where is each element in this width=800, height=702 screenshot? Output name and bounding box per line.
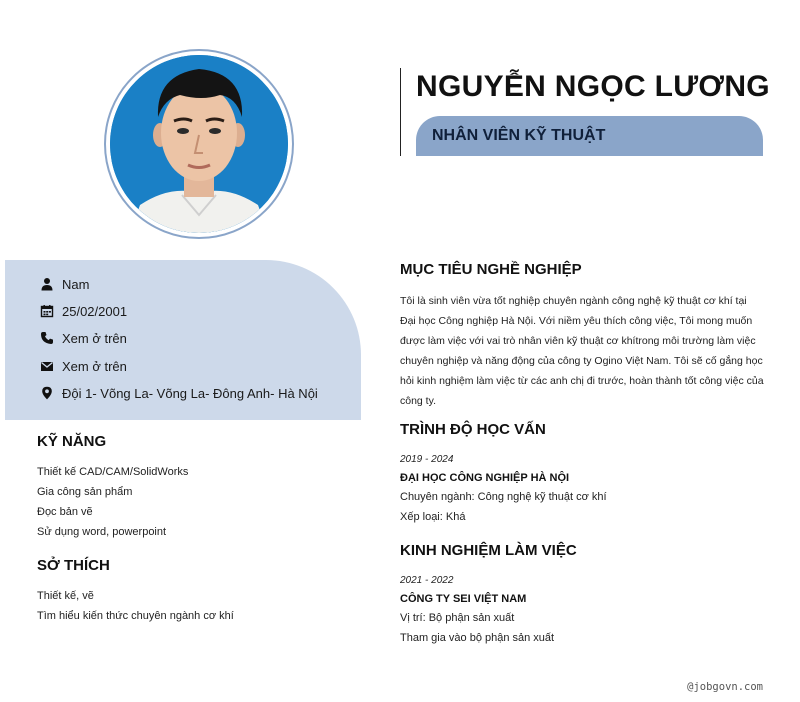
experience-period: 2021 - 2022 bbox=[400, 575, 454, 586]
info-dob: 25/02/2001 bbox=[40, 301, 127, 321]
education-grade: Xếp loại: Khá bbox=[400, 511, 466, 523]
experience-heading: KINH NGHIỆM LÀM VIỆC bbox=[400, 542, 577, 559]
experience-description: Tham gia vào bộ phận sản xuất bbox=[400, 632, 555, 644]
name-divider bbox=[400, 68, 401, 156]
hobby-item: Thiết kế, vẽ bbox=[37, 590, 94, 602]
location-pin-icon bbox=[40, 386, 54, 400]
education-period: 2019 - 2024 bbox=[400, 454, 454, 465]
skill-item: Gia công sản phẩm bbox=[37, 486, 133, 498]
email-icon bbox=[40, 359, 54, 373]
skill-item: Sử dụng word, powerpoint bbox=[37, 526, 167, 538]
hobbies-heading: SỞ THÍCH bbox=[37, 557, 110, 574]
objective-heading: MỤC TIÊU NGHỀ NGHIỆP bbox=[400, 261, 582, 278]
skill-item: Đọc bản vẽ bbox=[37, 506, 93, 518]
phone-icon bbox=[40, 331, 54, 345]
watermark: @jobgovn.com bbox=[687, 681, 763, 693]
info-address: Đội 1- Võng La- Võng La- Đông Anh- Hà Nội bbox=[40, 383, 318, 403]
objective-text: Tôi là sinh viên vừa tốt nghiệp chuyên ngành công nghệ kỹ thuật cơ khí tại Đại học Công nghiệp Hà Nội. Với niềm yêu thích công việc, Tôi mong muốn được làm việc với vai trò nhân viên kỹ thuật cơ khítrong môi trường làm việc chuyên nghiệp và năng động của công ty Ogino Việt Nam. Tôi sẽ cố gắng học hỏi kinh nghiệm làm việc từ các anh chị đi trước, hoàn thành tốt công việc của công ty. bbox=[400, 295, 764, 407]
skills-heading: KỸ NĂNG bbox=[37, 433, 107, 450]
info-email: Xem ở trên bbox=[40, 356, 127, 376]
company-name: CÔNG TY SEI VIỆT NAM bbox=[400, 593, 527, 605]
education-major: Chuyên ngành: Công nghệ kỹ thuật cơ khí bbox=[400, 491, 607, 503]
job-title: NHÂN VIÊN KỸ THUẬT bbox=[432, 127, 606, 144]
candidate-name: NGUYỄN NGỌC LƯƠNG bbox=[416, 70, 770, 103]
hobby-item: Tìm hiểu kiến thức chuyên ngành cơ khí bbox=[37, 610, 234, 622]
education-heading: TRÌNH ĐỘ HỌC VẤN bbox=[400, 421, 546, 438]
person-icon bbox=[40, 277, 54, 291]
calendar-icon bbox=[40, 304, 54, 318]
avatar bbox=[110, 55, 288, 233]
job-title-banner bbox=[416, 116, 763, 156]
skill-item: Thiết kế CAD/CAM/SolidWorks bbox=[37, 466, 189, 478]
info-phone: Xem ở trên bbox=[40, 328, 127, 348]
school-name: ĐẠI HỌC CÔNG NGHIỆP HÀ NỘI bbox=[400, 472, 570, 484]
info-gender: Nam bbox=[40, 274, 89, 294]
experience-position: Vị trí: Bộ phận sản xuất bbox=[400, 612, 515, 624]
